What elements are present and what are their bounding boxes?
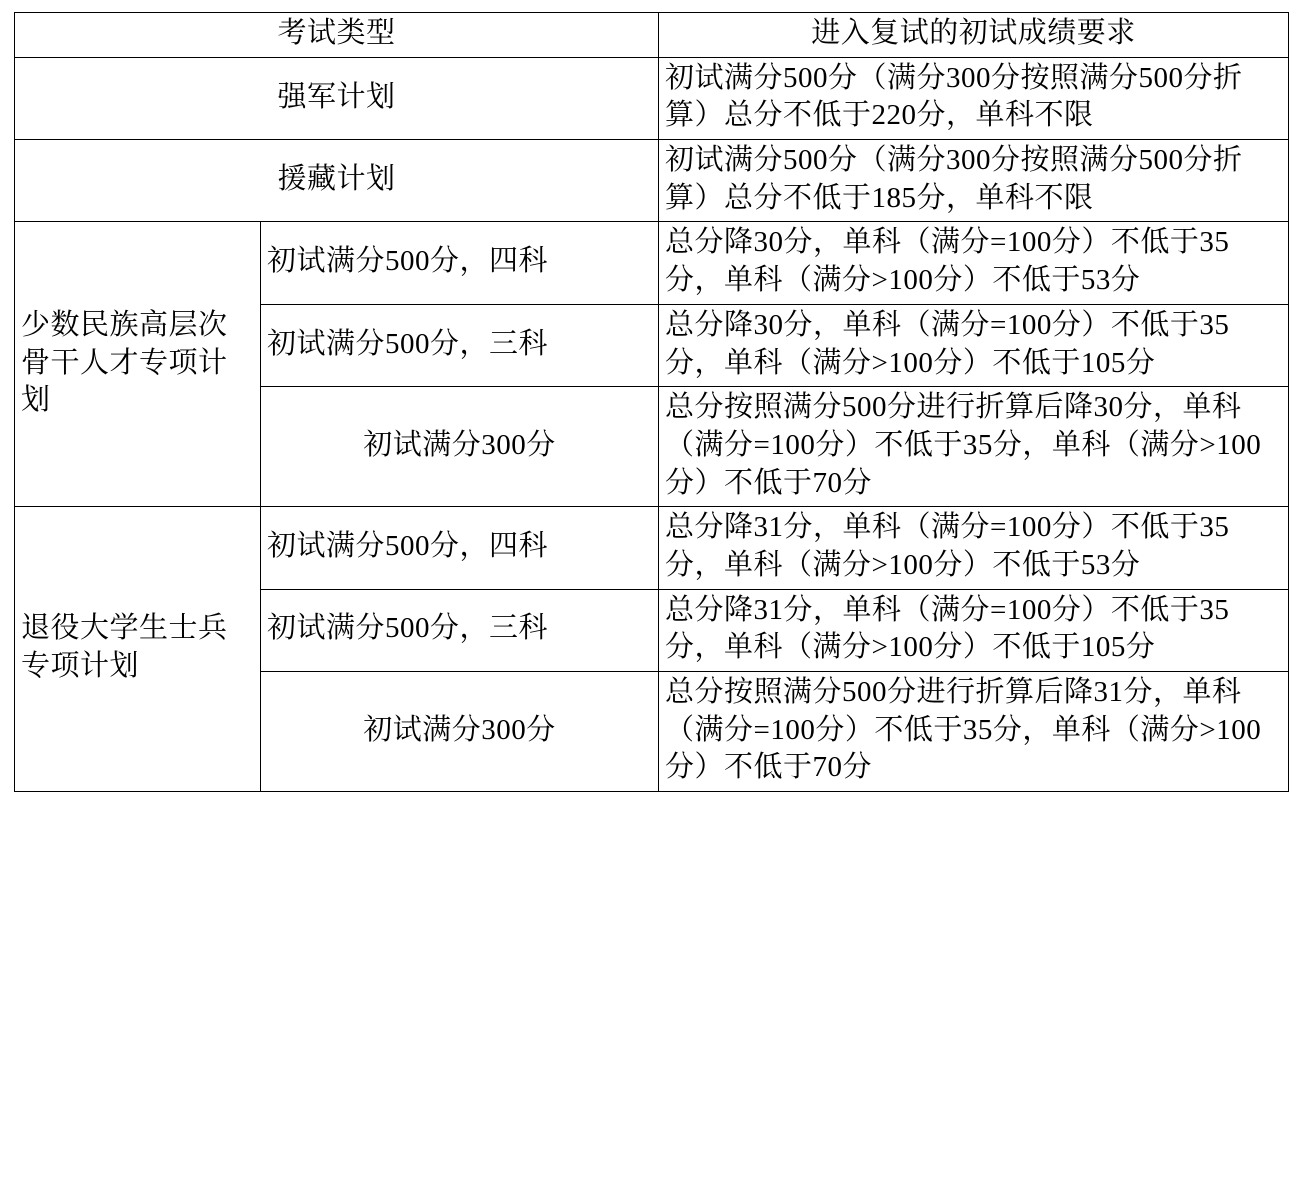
header-requirement: 进入复试的初试成绩要求 xyxy=(659,13,1289,58)
subtype-minority-500-four: 初试满分500分，四科 xyxy=(261,222,659,304)
requirement-veteran-500-three: 总分降31分，单科（满分=100分）不低于35分，单科（满分>100分）不低于105分 xyxy=(659,589,1289,671)
table-row xyxy=(15,507,1289,589)
subtype-veteran-300: 初试满分300分 xyxy=(261,672,659,792)
header-exam-type: 考试类型 xyxy=(15,13,659,58)
subtype-minority-500-three: 初试满分500分，三科 xyxy=(261,304,659,386)
plan-name-minority: 少数民族高层次骨干人才专项计划 xyxy=(15,222,261,507)
plan-name-yuanzang: 援藏计划 xyxy=(15,140,659,222)
plan-name-qiangjun: 强军计划 xyxy=(15,57,659,139)
requirement-qiangjun: 初试满分500分（满分300分按照满分500分折算）总分不低于220分，单科不限 xyxy=(659,57,1289,139)
table-row xyxy=(15,140,1289,222)
table-header-row xyxy=(15,13,1289,58)
requirement-yuanzang: 初试满分500分（满分300分按照满分500分折算）总分不低于185分，单科不限 xyxy=(659,140,1289,222)
subtype-veteran-500-three: 初试满分500分，三科 xyxy=(261,589,659,671)
requirement-veteran-500-four: 总分降31分，单科（满分=100分）不低于35分，单科（满分>100分）不低于53分 xyxy=(659,507,1289,589)
plan-name-veteran: 退役大学生士兵专项计划 xyxy=(15,507,261,792)
requirement-minority-300: 总分按照满分500分进行折算后降30分，单科（满分=100分）不低于35分，单科（满分>100分）不低于70分 xyxy=(659,387,1289,507)
admission-score-table xyxy=(14,12,1289,792)
table-row xyxy=(15,222,1289,304)
table-row xyxy=(15,57,1289,139)
subtype-veteran-500-four: 初试满分500分，四科 xyxy=(261,507,659,589)
requirement-minority-500-four: 总分降30分，单科（满分=100分）不低于35分，单科（满分>100分）不低于53分 xyxy=(659,222,1289,304)
requirement-veteran-300: 总分按照满分500分进行折算后降31分，单科（满分=100分）不低于35分，单科（满分>100分）不低于70分 xyxy=(659,672,1289,792)
requirement-minority-500-three: 总分降30分，单科（满分=100分）不低于35分，单科（满分>100分）不低于105分 xyxy=(659,304,1289,386)
subtype-minority-300: 初试满分300分 xyxy=(261,387,659,507)
